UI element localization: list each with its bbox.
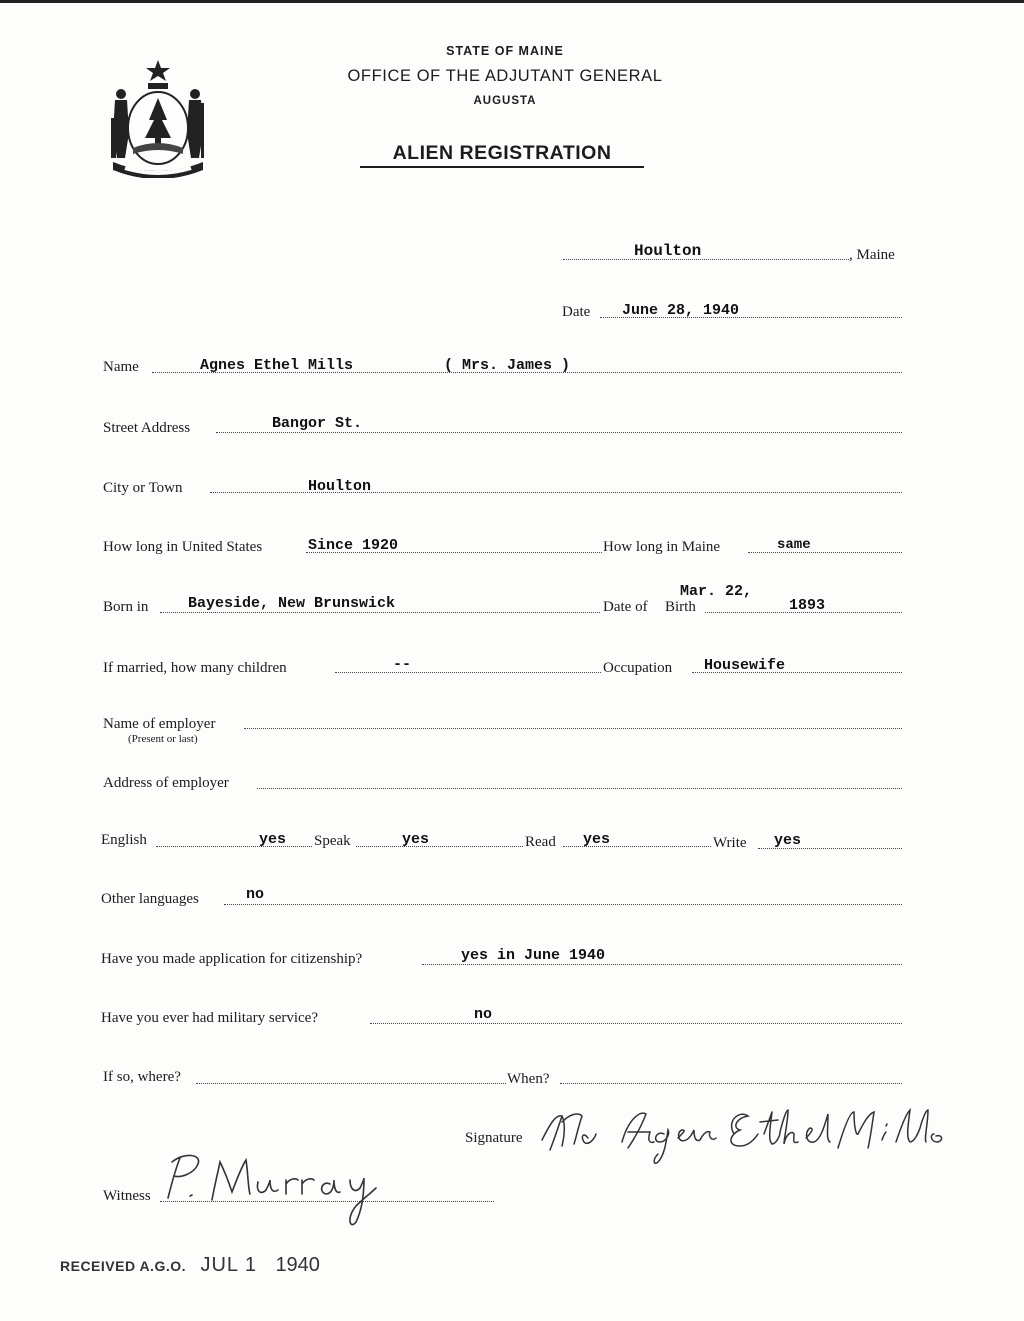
when-line	[560, 1083, 902, 1084]
children-line	[335, 672, 601, 673]
other-languages-line	[224, 904, 902, 905]
occupation-value: Housewife	[704, 657, 786, 674]
write-value: yes	[774, 832, 802, 849]
citizenship-value: yes in June 1940	[461, 947, 606, 964]
maine-time-value: same	[777, 537, 811, 553]
employer-label: Name of employer	[103, 716, 216, 732]
office-heading: OFFICE OF THE ADJUTANT GENERAL	[347, 67, 663, 85]
received-stamp-label: RECEIVED A.G.O.	[60, 1258, 187, 1274]
signature-handwriting	[536, 1104, 948, 1174]
street-label: Street Address	[103, 420, 191, 436]
received-stamp-date: JUL 1	[200, 1254, 257, 1276]
date-value: June 28, 1940	[622, 302, 740, 319]
other-languages-value: no	[246, 886, 265, 903]
employer-sublabel: (Present or last)	[128, 733, 198, 745]
witness-handwriting	[150, 1148, 400, 1232]
speak-label: Speak	[314, 833, 351, 849]
date-label: Date	[562, 304, 591, 320]
english-value: yes	[259, 831, 287, 848]
military-label: Have you ever had military service?	[101, 1010, 318, 1026]
occupation-label: Occupation	[603, 660, 673, 676]
employer-line	[244, 728, 902, 729]
employer-address-label: Address of employer	[103, 775, 229, 791]
other-languages-label: Other languages	[101, 891, 199, 907]
where-label: If so, where?	[103, 1069, 181, 1085]
place-line	[563, 259, 849, 260]
citizenship-label: Have you made application for citizenship?	[101, 951, 363, 967]
read-value: yes	[583, 831, 611, 848]
witness-label: Witness	[103, 1188, 151, 1204]
name-value-2: ( Mrs. James )	[444, 357, 571, 374]
birth-label-a: Date of	[603, 599, 648, 615]
employer-address-line	[257, 788, 902, 789]
born-line	[160, 612, 600, 613]
name-value: Agnes Ethel Mills	[200, 357, 354, 374]
when-label: When?	[507, 1071, 550, 1087]
citizenship-line	[422, 964, 902, 965]
read-label: Read	[525, 834, 556, 850]
received-stamp	[60, 1254, 320, 1277]
birth-year: 1893	[789, 597, 826, 614]
street-line	[216, 432, 902, 433]
state-heading: STATE OF MAINE	[446, 44, 564, 58]
speak-line	[356, 846, 523, 847]
english-label: English	[101, 832, 147, 848]
state-seal-icon	[103, 58, 213, 178]
top-border	[0, 0, 1024, 3]
children-label: If married, how many children	[103, 660, 287, 676]
speak-value: yes	[402, 831, 430, 848]
city-value: Houlton	[308, 478, 372, 495]
us-time-label: How long in United States	[103, 539, 263, 555]
signature-label: Signature	[465, 1130, 523, 1146]
place-suffix: , Maine	[849, 247, 895, 263]
write-label: Write	[713, 835, 747, 851]
maine-time-label: How long in Maine	[603, 539, 721, 555]
name-label: Name	[103, 359, 139, 375]
city-label: City or Town	[103, 480, 183, 496]
birth-month-day: Mar. 22,	[680, 583, 753, 600]
form-title: ALIEN REGISTRATION	[360, 142, 644, 168]
place-value: Houlton	[634, 242, 702, 260]
military-line	[370, 1023, 902, 1024]
street-value: Bangor St.	[272, 415, 363, 432]
where-line	[196, 1083, 506, 1084]
children-value: --	[393, 656, 412, 673]
born-value: Bayeside, New Brunswick	[188, 595, 396, 612]
received-stamp-year: 1940	[275, 1254, 320, 1276]
maine-time-line	[748, 552, 902, 553]
born-label: Born in	[103, 599, 149, 615]
military-value: no	[474, 1006, 493, 1023]
city-heading: AUGUSTA	[473, 95, 537, 107]
english-line	[156, 846, 312, 847]
us-time-value: Since 1920	[308, 537, 399, 554]
birth-label-b: Birth	[665, 599, 696, 615]
